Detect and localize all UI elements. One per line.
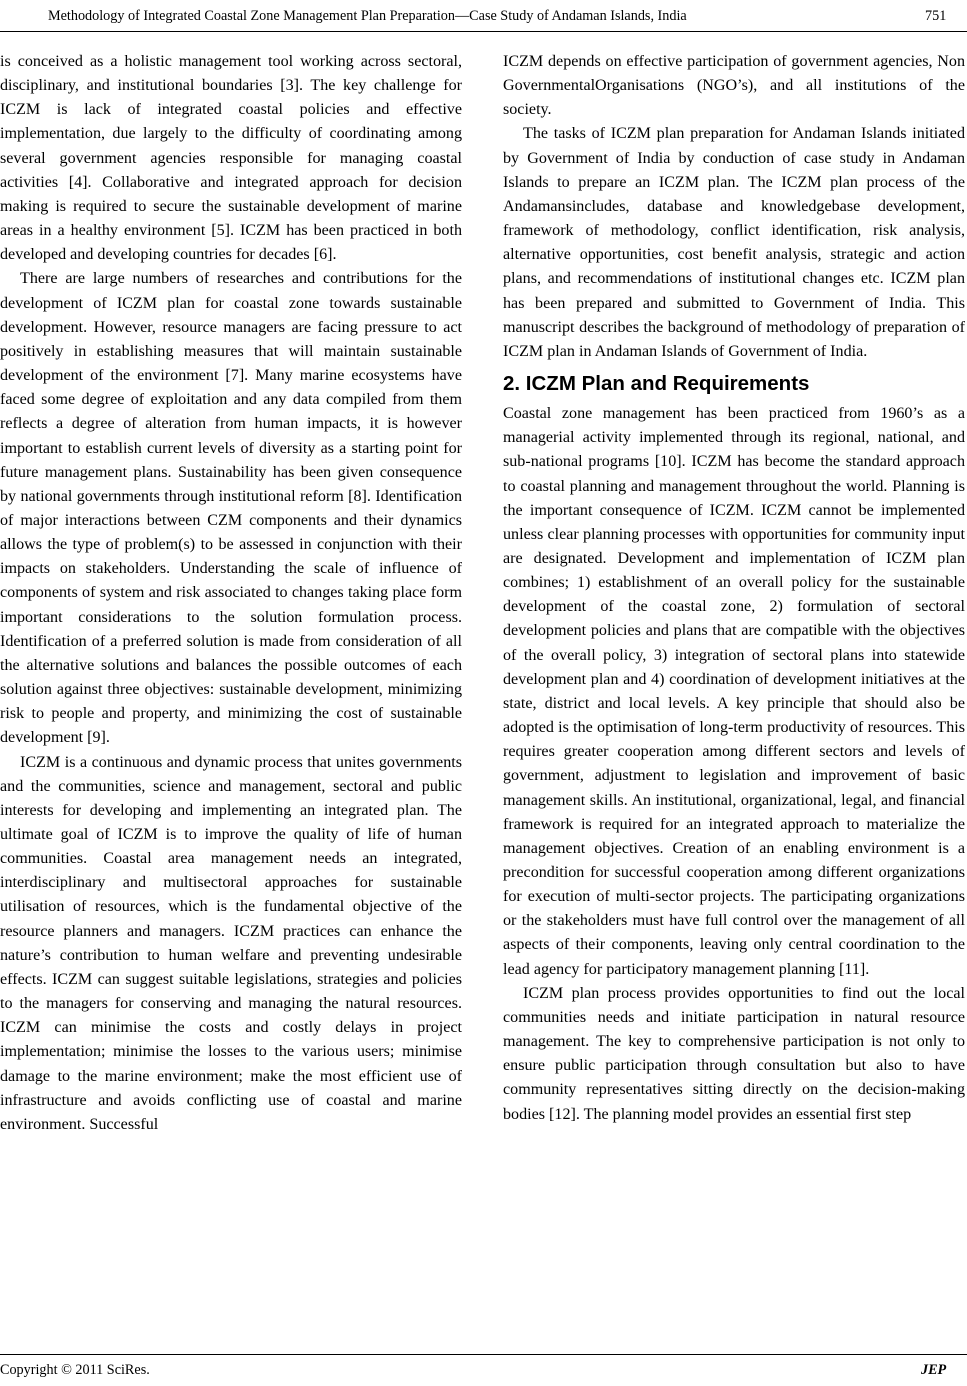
page-number: 751 (925, 8, 947, 24)
journal-abbreviation: JEP (921, 1362, 947, 1378)
copyright-notice: Copyright © 2011 SciRes. (0, 1362, 150, 1378)
header-rule (0, 31, 967, 32)
page-footer (0, 1358, 967, 1382)
body-paragraph: ICZM depends on effective participation of government agencies, Non GovernmentalOrganisations (NGO’s), and all institutions of the society. (503, 53, 965, 119)
body-paragraph: There are large numbers of researches and contributions for the development of ICZM plan for coastal zone towards sustainable development. However, resource managers are facing pressure to act positively in establishing measures that will maintain sustainable development of the environment [7]. Many marine ecosystems have faced some degree of exploitation and any data compiled from them reflects a degree of alteration from human impacts, it is however important to establish current levels of diversity as a starting point for future management plans. Sustainability has been given consequence by national governments through institutional reform [8]. Identification of major interactions between CZM components and their dynamics allows the type of problem(s) to be assessed in conjunction with their impacts on stakeholders. Understanding the scale of influence of components of system and risk associated to changes taking place form important considerations to the solution formulation process. Identification of a preferred solution is made from consideration of all the alternative solutions and balances the possible outcomes of each solution against three objectives: sustainable development, minimizing risk to people and property, and minimizing the cost of sustainable development [9]. (0, 270, 462, 747)
left-column (0, 50, 462, 1137)
right-column (503, 50, 965, 1127)
body-paragraph: is conceived as a holistic management tool working across sectoral, disciplinary, and institutional boundaries [3]. The key challenge for ICZM is lack of integrated coastal policies and effective implementation, due largely to the difficulty of coordinating among several government agencies responsible for managing coastal activities [4]. Collaborative and integrated approach for decision making is required to secure the sustainable development of marine areas in a healthy environment [5]. ICZM has been practiced in both developed and developing countries for decades [6]. (0, 53, 462, 264)
page-header (0, 0, 967, 32)
section-heading: 2. ICZM Plan and Requirements (503, 372, 810, 396)
body-paragraph: ICZM is a continuous and dynamic process that unites governments and the communities, science and management, sectoral and public interests for developing and implementing an integrated plan. The ultimate goal of ICZM is to improve the quality of life of human communities. Coastal area management needs an integrated, interdisciplinary and multisectoral approaches for sustainable utilisation of resources, which is the fundamental objective of the resource planners and managers. ICZM practices can enhance the nature’s contribution to human welfare and preventing undesirable effects. ICZM can suggest suitable legislations, strategies and policies to the managers for conserving and managing the natural resources. ICZM can minimise the costs and costly delays in project implementation; minimise the losses to the various users; minimise damage to the marine environment; make the most efficient use of infrastructure and avoids conflicting use of coastal and marine environment. Successful (0, 753, 462, 1133)
running-title: Methodology of Integrated Coastal Zone Management Plan Preparation—Case Study of Andaman Islands, India (48, 8, 687, 24)
body-paragraph: ICZM plan process provides opportunities to find out the local communities needs and initiate participation in natural resource management. The key to comprehensive participation is not only to ensure public participation through consultation but also to have community representatives sitting directly on the decision-making bodies [12]. The planning model provides an essential first step (503, 984, 965, 1123)
footer-rule (0, 1354, 967, 1355)
body-paragraph: Coastal zone management has been practiced from 1960’s as a managerial activity implemented through its regional, national, and sub-national programs [10]. ICZM has become the standard approach to coastal planning and management throughout the world. Planning is the important consequence of ICZM. ICZM cannot be implemented unless clear planning processes with opportunities for community input are designated. Development and implementation of ICZM plan combines; 1) establishment of an overall policy for the sustainable development of the coastal zone, 2) formulation of sectoral development policies and plans that are compatible with the objectives of the overall policy, 3) integration of sectoral plans into statewide development plan and 4) coordination of development initiatives at the state, district and local levels. A key principle that should also be adopted is the optimisation of long-term productivity of resources. This requires greater cooperation among different sectors and levels of government, adjustment to legislation and improvement of basic management skills. An institutional, organizational, legal, and financial framework is required for an integrated approach to materialize the management objectives. Creation of an enabling environment is a precondition for successful cooperation among different organizations for execution of multi-sector projects. The participating organizations or the stakeholders must have full control over the management of all aspects of their components, leaving only central coordination to the lead agency for participatory management planning [11]. (503, 405, 965, 978)
body-paragraph: The tasks of ICZM plan preparation for Andaman Islands initiated by Government of India by conduction of case study in Andaman Islands to prepare an ICZM plan. The ICZM plan process of the Andamansincludes, database and knowledgebase development, framework of methodology, conflict identification, risk analysis, alternative opportunities, cost benefit analysis, strategic and action plans, and recommendations of institutional changes etc. ICZM plan has been prepared and submitted to Government of India. This manuscript describes the background of methodology of preparation of ICZM plan in Andaman Islands of Government of India. (503, 125, 965, 360)
